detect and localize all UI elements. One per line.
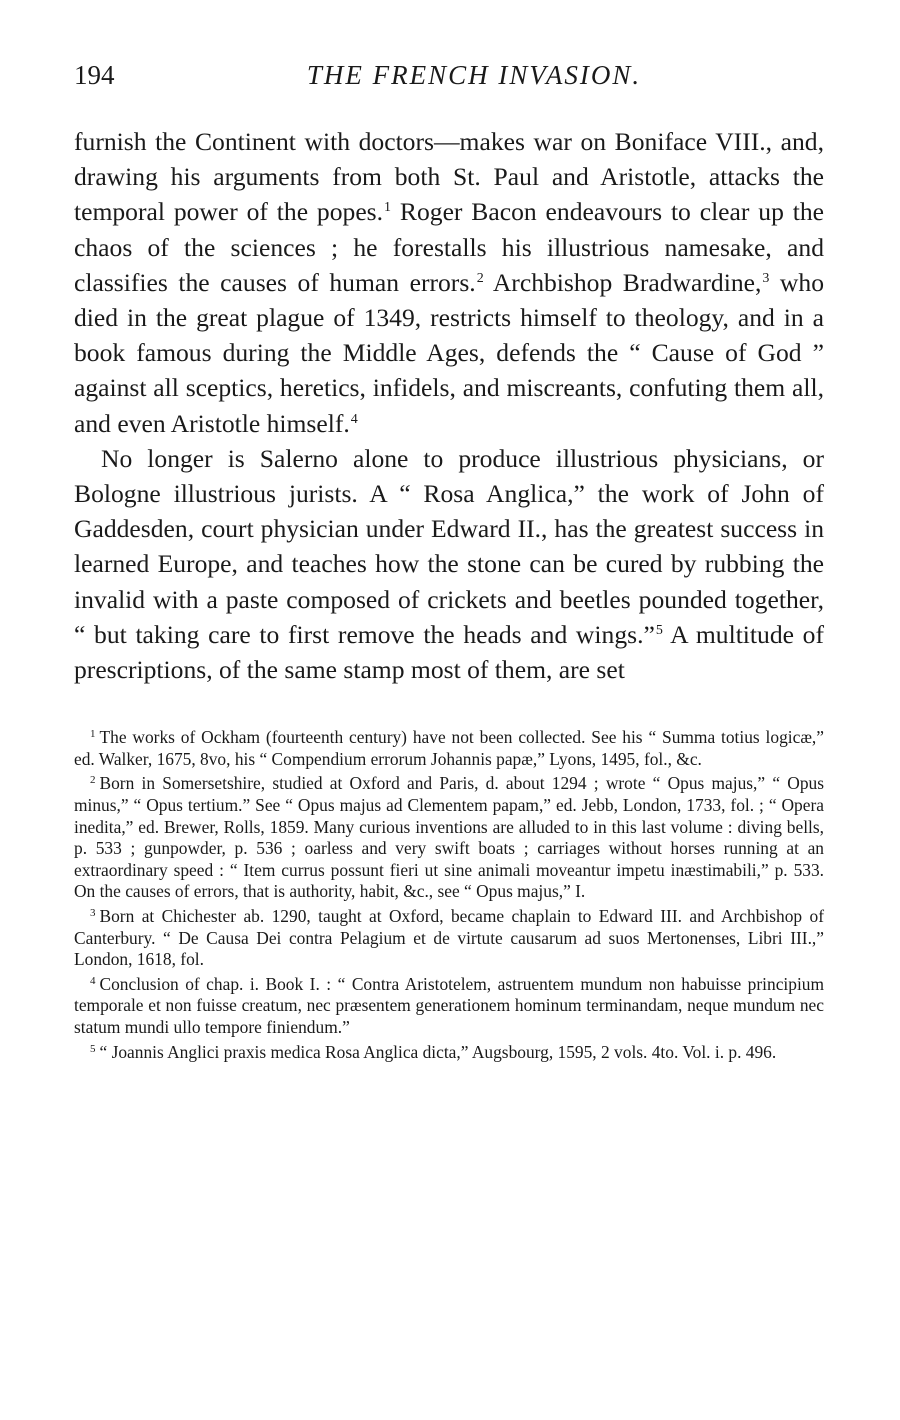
text-segment: Roger Bacon endeavours to clear up the chaos of the sciences ; he forestalls his illustrious namesake, and classifies the causes of human errors.: [74, 197, 824, 297]
footnote-reference[interactable]: 3: [762, 270, 770, 286]
footnote-reference[interactable]: 1: [384, 200, 392, 216]
footnote-reference[interactable]: 2: [476, 270, 484, 286]
text-segment: A multitude of prescriptions, of the same stamp most of them, are set: [74, 619, 824, 685]
paragraph: [74, 124, 824, 441]
footnote: [74, 906, 824, 971]
footnote-text: Conclusion of chap. i. Book I. : “ Contra Aristotelem, astruentem mundum non habuisse principium temporale et non fuisse creatum, nec præsentem generationem hominum terminandam, neque mundum nec statum mundi ullo tempore finiendum.”: [74, 973, 824, 1037]
page-number: 194: [74, 60, 115, 90]
main-text: [74, 124, 824, 687]
footnote: [74, 974, 824, 1039]
running-title: THE FRENCH INVASION.: [306, 60, 642, 90]
footnote-text: Born in Somersetshire, studied at Oxford and Paris, d. about 1294 ; wrote “ Opus majus,” “ Opus minus,” “ Opus tertium.” See “ Opus majus ad Clementem papam,” ed. Jebb, London, 1733, fol. ; “ Opera inedita,” ed. Brewer, Rolls, 1859. Many curious inventions are alluded to in this last volume : diving bells, p. 533 ; gunpowder, p. 536 ; oarless and very swift boats ; carriages without horses running at an extraordinary speed : “ Item currus possunt fieri ut sine animali moveantur impetu inæstimabili,” p. 533. On the causes of errors, that is authority, habit, &c., see “ Opus majus,” I.: [74, 773, 824, 902]
footnote: [74, 727, 824, 770]
text-segment: Archbishop Bradwardine,: [483, 267, 762, 297]
book-page: [74, 60, 824, 1066]
footnote-mark: 4: [90, 974, 96, 987]
text-segment: who died in the great plague of 1349, restricts himself to theology, and in a book famous during the Middle Ages, defends the “ Cause of God ” against all sceptics, heretics, infidels, and miscreants, confuting them all, and even Aristotle himself.: [74, 267, 824, 438]
footnote-mark: 5: [90, 1042, 96, 1055]
footnote-mark: 1: [90, 728, 96, 741]
paragraph: [74, 441, 824, 687]
footnote-text: The works of Ockham (fourteenth century) have not been collected. See his “ Summa totius logicæ,” ed. Walker, 1675, 8vo, his “ Compendium errorum Johannis papæ,” Lyons, 1495, fol., &c.: [74, 727, 824, 769]
text-segment: furnish the Continent with doctors—makes war on Boniface VIII., and, drawing his arguments from both St. Paul and Aristotle, attacks the temporal power of the popes.: [74, 127, 824, 227]
text-segment: No longer is Salerno alone to produce illustrious physicians, or Bologne illustrious jurists. A “ Rosa Anglica,” the work of John of Gaddesden, court physician under Edward II., has the greatest success in learned Europe, and teaches how the stone can be cured by rubbing the invalid with a paste composed of crickets and beetles pounded together, “ but taking care to first remove the heads and wings.”: [74, 443, 824, 649]
footnotes: [74, 727, 824, 1063]
footnote-mark: 3: [90, 907, 96, 919]
footnote-text: Born at Chichester ab. 1290, taught at Oxford, became chaplain to Edward III. and Archbishop of Canterbury. “ De Causa Dei contra Pelagium et de virtute causarum ad suos Mertonenses, Libri III.,” London, 1618, fol.: [74, 906, 824, 970]
footnote-text: “ Joannis Anglici praxis medica Rosa Anglica dicta,” Augsbourg, 1595, 2 vols. 4to. Vol. i. p. 496.: [99, 1041, 777, 1062]
footnote: [74, 773, 824, 903]
footnote: [74, 1042, 824, 1064]
footnote-reference[interactable]: 5: [655, 622, 663, 638]
page-header: [74, 60, 824, 104]
footnote-reference[interactable]: 4: [350, 411, 358, 427]
footnote-mark: 2: [90, 774, 96, 787]
